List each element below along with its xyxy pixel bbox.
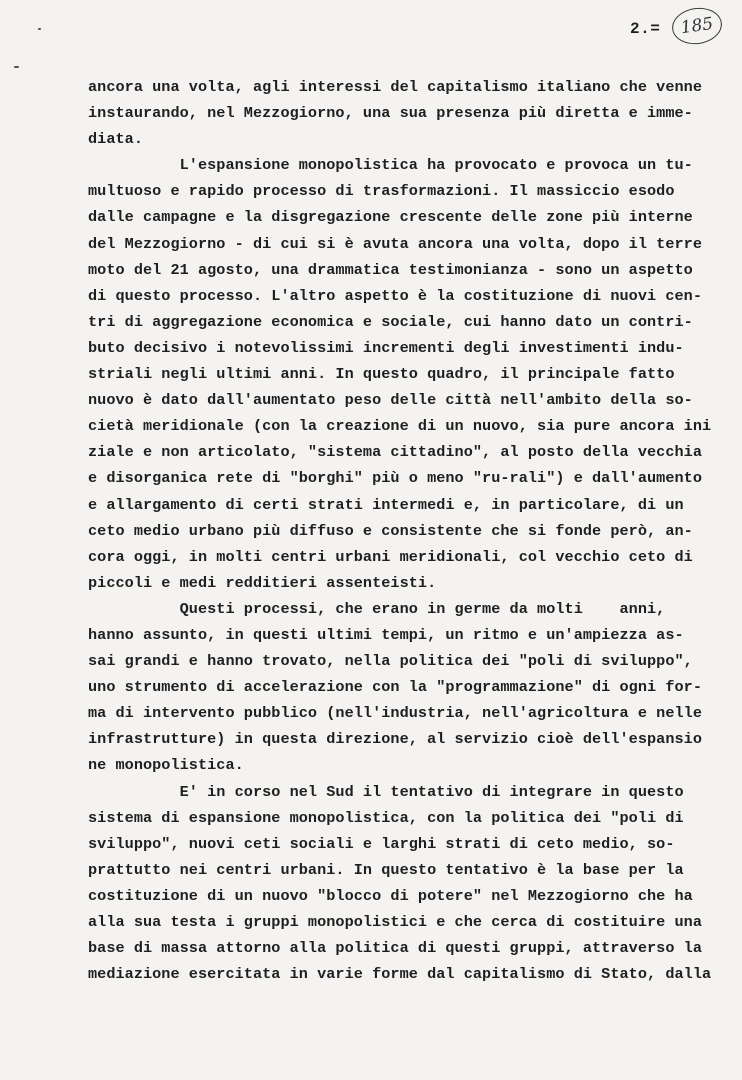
scan-speck bbox=[38, 28, 41, 30]
body-text bbox=[88, 74, 712, 987]
text-line: costituzione di un nuovo "blocco di potere" nel Mezzogiorno che ha bbox=[88, 886, 693, 905]
text-line: infrastrutture) in questa direzione, al servizio cioè dell'espansio bbox=[88, 730, 702, 749]
text-line: diata. bbox=[88, 130, 143, 149]
text-line: ma di intervento pubblico (nell'industria, nell'agricoltura e nelle bbox=[88, 704, 702, 723]
text-line: Questi processi, che erano in germe da molti anni, bbox=[88, 599, 666, 618]
text-line: multuoso e rapido processo di trasformazioni. Il massiccio esodo bbox=[88, 182, 675, 201]
handwritten-archive-number: 185 bbox=[670, 5, 725, 48]
text-line: sviluppo", nuovi ceti sociali e larghi strati di ceto medio, so- bbox=[88, 834, 675, 853]
text-line: sistema di espansione monopolistica, con la politica dei "poli di bbox=[88, 808, 684, 827]
text-line: dalle campagne e la disgregazione crescente delle zone più interne bbox=[88, 208, 693, 227]
text-line: ziale e non articolato, "sistema cittadino", al posto della vecchia bbox=[88, 443, 702, 462]
text-line: uno strumento di accelerazione con la "programmazione" di ogni for- bbox=[88, 678, 702, 697]
text-line: ceto medio urbano più diffuso e consistente che si fonde però, an- bbox=[88, 521, 693, 540]
text-line: hanno assunto, in questi ultimi tempi, un ritmo e un'ampiezza as- bbox=[88, 625, 684, 644]
text-line: buto decisivo i notevolissimi incrementi degli investimenti indu- bbox=[88, 338, 684, 357]
text-line: piccoli e medi redditieri assenteisti. bbox=[88, 573, 437, 592]
text-line: del Mezzogiorno - di cui si è avuta ancora una volta, dopo il terre bbox=[88, 234, 702, 253]
text-line: ancora una volta, agli interessi del capitalismo italiano che venne bbox=[88, 78, 702, 96]
text-line: prattutto nei centri urbani. In questo tentativo è la base per la bbox=[88, 860, 684, 879]
text-line: striali negli ultimi anni. In questo quadro, il principale fatto bbox=[88, 365, 675, 384]
text-line: tri di aggregazione economica e sociale, cui hanno dato un contri- bbox=[88, 312, 693, 331]
page-number: 2.= bbox=[630, 20, 661, 38]
text-line: moto del 21 agosto, una drammatica testimonianza - sono un aspetto bbox=[88, 260, 693, 279]
text-line: nuovo è dato dall'aumentato peso delle città nell'ambito della so- bbox=[88, 391, 693, 410]
scan-speck bbox=[14, 66, 19, 68]
text-line: instaurando, nel Mezzogiorno, una sua presenza più diretta e imme- bbox=[88, 104, 693, 123]
text-line: mediazione esercitata in varie forme dal capitalismo di Stato, dalla bbox=[88, 965, 712, 984]
text-line: ne monopolistica. bbox=[88, 756, 244, 775]
text-line: sai grandi e hanno trovato, nella politica dei "poli di sviluppo", bbox=[88, 652, 693, 671]
text-line: E' in corso nel Sud il tentativo di integrare in questo bbox=[88, 782, 684, 801]
text-line: cora oggi, in molti centri urbani meridionali, col vecchio ceto di bbox=[88, 547, 693, 566]
text-line: base di massa attorno alla politica di questi gruppi, attraverso la bbox=[88, 939, 702, 958]
text-line: e allargamento di certi strati intermedi e, in particolare, di un bbox=[88, 495, 684, 514]
text-line: L'espansione monopolistica ha provocato e provoca un tu- bbox=[88, 156, 693, 175]
text-line: e disorganica rete di "borghi" più o meno "ru-rali") e dall'aumento bbox=[88, 469, 702, 488]
text-line: alla sua testa i gruppi monopolistici e che cerca di costituire una bbox=[88, 913, 702, 931]
text-line: cietà meridionale (con la creazione di un nuovo, sia pure ancora ini bbox=[88, 417, 712, 436]
text-line: di questo processo. L'altro aspetto è la costituzione di nuovi cen- bbox=[88, 286, 702, 305]
